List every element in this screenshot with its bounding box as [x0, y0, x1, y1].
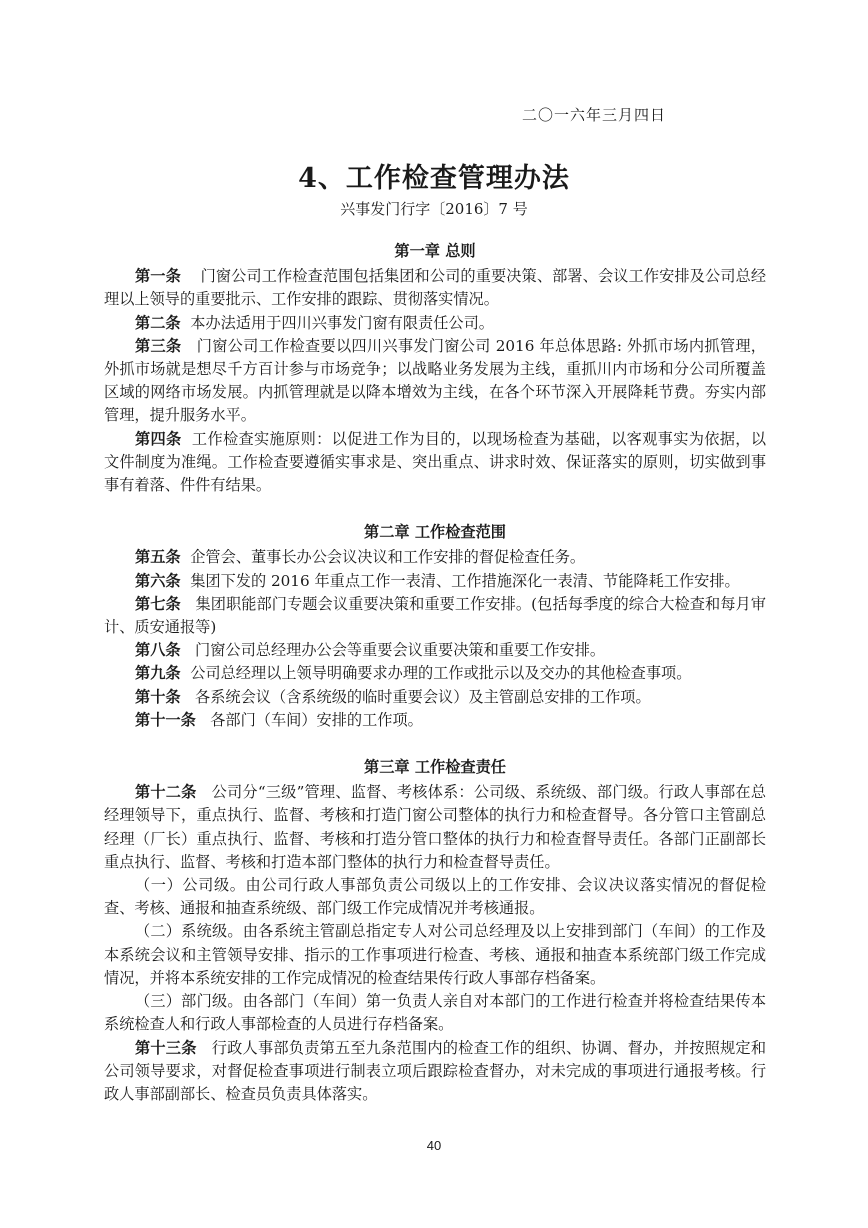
article: [104, 428, 766, 498]
article-text: 行政人事部负责第五至九条范围内的检查工作的组织、协调、督办，并按照规定和公司领导要求，对督促检查事项进行制表立项后跟踪检查督办，对未完成的事项进行通报考核。行政人事部副部长、检查员负责具体落实。: [104, 1038, 767, 1103]
article-text: 公司总经理以上领导明确要求办理的工作或批示以及交办的其他检查事项。: [190, 664, 692, 683]
chapter-heading: 第一章 总则: [394, 242, 476, 260]
article-label: 第十条: [135, 687, 181, 706]
article-text: 本办法适用于四川兴事发门窗有限责任公司。: [190, 313, 494, 332]
page-number: 40: [426, 1138, 442, 1153]
document-date: 二〇一六年三月四日: [521, 106, 666, 124]
article-label: 第三条: [135, 336, 182, 355]
article: [104, 570, 766, 593]
article-label: 第四条: [135, 429, 182, 448]
article-text: 公司分“三级”管理、监督、考核体系：公司级、系统级、部门级。行政人事部在总经理领导下，重点执行、监督、考核和打造门窗公司整体的执行力和检查督导。各分管口主管副总经理（厂长）重点执行、监督、考核和打造分管口整体的执行力和检查督导责任。各部门正副部长重点执行、监督、考核和打造本部门整体的执行力和检查督导责任。: [104, 783, 767, 871]
document-number: 兴事发门行字〔2016〕7 号: [340, 200, 528, 218]
article-text: 工作检查实施原则：以促进工作为目的，以现场检查为基础，以客观事实为依据，以文件制度为准绳。工作检查要遵循实事求是、突出重点、讲求时效、保证落实的原则，切实做到事事有着落、件件有结果。: [104, 429, 767, 495]
document-body: [104, 240, 766, 1106]
article-text: 企管会、董事长办公会议决议和工作安排的督促检查任务。: [190, 548, 586, 567]
article-label: 第九条: [135, 664, 181, 683]
article-label: 第八条: [135, 641, 181, 660]
article: [104, 265, 766, 311]
article: [104, 781, 766, 874]
article: [104, 686, 766, 709]
article-label: 第五条: [135, 548, 181, 567]
article-text: 集团下发的 2016 年重点工作一表清、工作措施深化一表清、节能降耗工作安排。: [190, 571, 740, 590]
article: [104, 709, 766, 732]
article: [104, 639, 766, 662]
article-text: 各部门（车间）安排的工作项。: [210, 710, 423, 729]
article-text: 集团职能部门专题会议重要决策和重要工作安排。(包括每季度的综合大检查和每月审计、质安通报等): [104, 594, 766, 637]
article-label: 第七条: [135, 594, 181, 613]
article: [104, 312, 766, 335]
article-subitem: （三）部门级。由各部门（车间）第一负责人亲自对本部门的工作进行检查并将检查结果传本系统检查人和行政人事部检查的人员进行存档备案。: [104, 992, 766, 1034]
article: [104, 1037, 766, 1107]
article-label: 第十三条: [135, 1038, 197, 1057]
article-label: 第一条: [135, 267, 181, 286]
chapter-heading: 第二章 工作检查范围: [364, 523, 506, 542]
article-label: 第六条: [135, 571, 181, 590]
article-text: 门窗公司工作检查要以四川兴事发门窗公司 2016 年总体思路: 外抓市场内抓管理，外抓市场就是想尽千方百计参与市场竞争；以战略业务发展为主线，重抓川内市场和分公司所覆盖区域的网络市场发展。内抓管理就是以降本增效为主线，在各个环节深入开展降耗节费。夯实内部管理，提升服务水平。: [104, 336, 766, 425]
article: [104, 546, 766, 569]
chapter-heading: 第三章 工作检查责任: [364, 758, 506, 777]
article-label: 第十一条: [135, 710, 196, 729]
article-label: 第二条: [135, 313, 181, 332]
article-subitem: （二）系统级。由各系统主管副总指定专人对公司总经理及以上安排到部门（车间）的工作及本系统会议和主管领导安排、指示的工作事项进行检查、考核、通报和抽查本系统部门级工作完成情况，并将本系统安排的工作完成情况的检查结果传行政人事部存档备案。: [104, 922, 766, 987]
document-title: 4、工作检查管理办法: [298, 163, 570, 194]
article-subitem: （一）公司级。由公司行政人事部负责公司级以上的工作安排、会议决议落实情况的督促检查、考核、通报和抽查系统级、部门级工作完成情况并考核通报。: [104, 876, 766, 918]
article: [104, 335, 766, 428]
article-text: 门窗公司工作检查范围包括集团和公司的重要决策、部署、会议工作安排及公司总经理以上领导的重要批示、工作安排的跟踪、贯彻落实情况。: [104, 267, 767, 309]
article: [104, 593, 766, 639]
article-text: 各系统会议（含系统级的临时重要会议）及主管副总安排的工作项。: [195, 687, 651, 706]
article: [104, 662, 766, 685]
article-text: 门窗公司总经理办公会等重要会议重要决策和重要工作安排。: [195, 641, 606, 660]
article-label: 第十二条: [135, 783, 197, 802]
